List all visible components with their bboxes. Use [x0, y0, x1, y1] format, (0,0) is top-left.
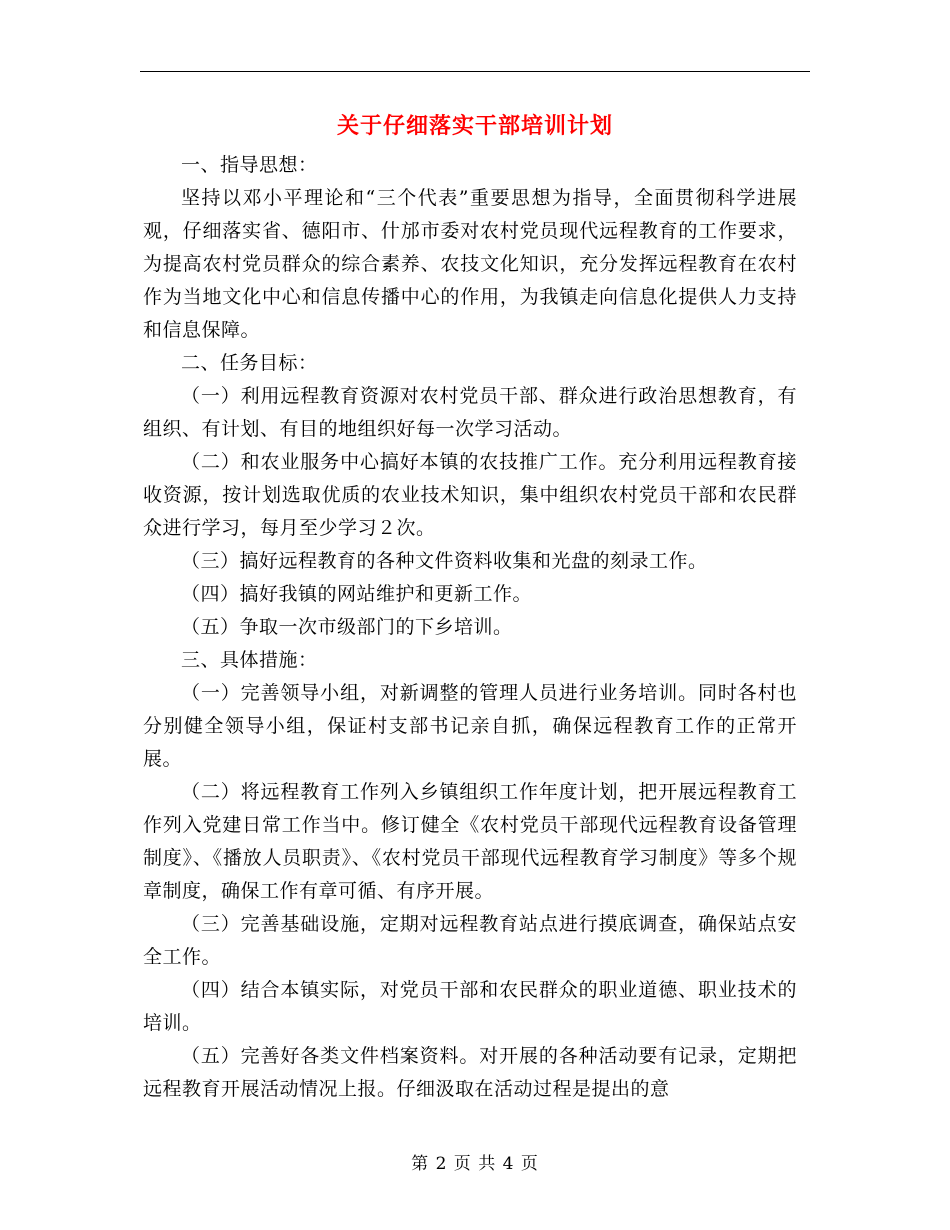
header-rule — [140, 71, 810, 72]
paragraph: （二）将远程教育工作列入乡镇组织工作年度计划，把开展远程教育工作列入党建日常工作当中。修订健全《农村党员干部现代远程教育设备管理制度》、《播放人员职责》、《农村党员干部现代远程教育学习制度》等多个规章制度，确保工作有章可循、有序开展。 — [143, 781, 797, 902]
paragraph: （五）争取一次市级部门的下乡培训。 — [181, 616, 513, 638]
paragraph: （四）搞好我镇的网站维护和更新工作。 — [181, 583, 533, 605]
paragraph: （三）完善基础设施，定期对远程教育站点进行摸底调查，确保站点安全工作。 — [143, 913, 797, 968]
section-heading-task-goals: 二、任务目标： — [181, 352, 318, 374]
paragraph: （一）完善领导小组，对新调整的管理人员进行业务培训。同时各村也分别健全领导小组，保证村支部书记亲自抓，确保远程教育工作的正常开展。 — [143, 682, 797, 770]
paragraph: （四）结合本镇实际，对党员干部和农民群众的职业道德、职业技术的培训。 — [143, 979, 797, 1034]
section-heading-guiding-ideology: 一、指导思想： — [181, 154, 318, 176]
paragraph: （五）完善好各类文件档案资料。对开展的各种活动要有记录，定期把远程教育开展活动情况上报。仔细汲取在活动过程是提出的意 — [143, 1045, 797, 1100]
document-title: 关于仔细落实干部培训计划 — [336, 113, 613, 139]
document-body — [143, 149, 797, 1106]
paragraph: （三）搞好远程教育的各种文件资料收集和光盘的刻录工作。 — [181, 550, 708, 572]
paragraph: （一）利用远程教育资源对农村党员干部、群众进行政治思想教育，有组织、有计划、有目的地组织好每一次学习活动。 — [143, 385, 797, 440]
paragraph: 坚持以邓小平理论和“三个代表”重要思想为指导，全面贯彻科学进展观，仔细落实省、德阳市、什邡市委对农村党员现代远程教育的工作要求，为提高农村党员群众的综合素养、农技文化知识，充分发挥远程教育在农村作为当地文化中心和信息传播中心的作用，为我镇走向信息化提供人力支持和信息保障。 — [143, 187, 797, 341]
paragraph: （二）和农业服务中心搞好本镇的农技推广工作。充分利用远程教育接收资源，按计划选取优质的农业技术知识，集中组织农村党员干部和农民群众进行学习，每月至少学习２次。 — [143, 451, 797, 539]
page-number: 第 2 页 共 4 页 — [411, 1154, 539, 1174]
section-heading-specific-measures: 三、具体措施： — [181, 649, 318, 671]
